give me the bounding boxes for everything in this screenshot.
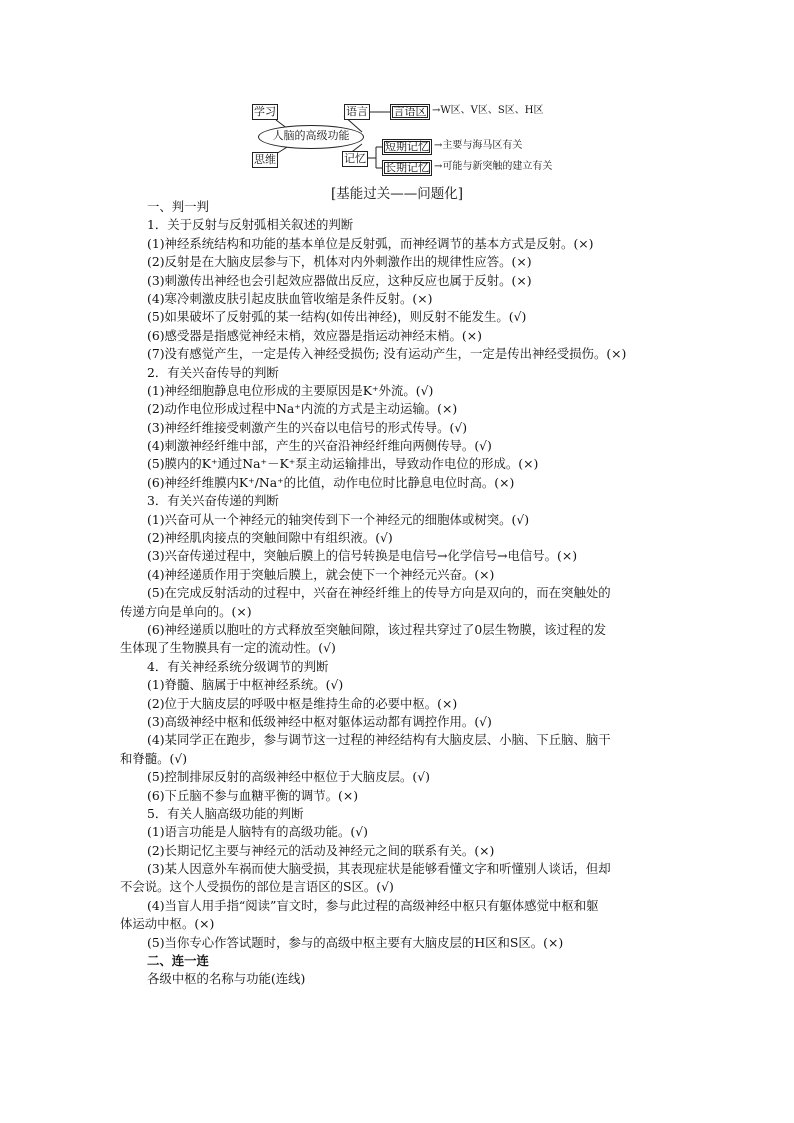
text-line: (4)某同学正在跑步，参与调节这一过程的神经结构有大脑皮层、小脑、下丘脑、脑干 xyxy=(147,732,611,748)
text-line: (5)当你专心作答试题时，参与的高级中枢主要有大脑皮层的H区和S区。(×) xyxy=(147,934,564,950)
text-line: 不会说。这个人受损伤的部位是言语区的S区。(√) xyxy=(120,879,394,895)
text-line: (2)位于大脑皮层的呼吸中枢是维持生命的必要中枢。(×) xyxy=(147,695,458,711)
text-line: 一、判一判 xyxy=(147,199,209,214)
text-line: 生体现了生物膜具有一定的流动性。(√) xyxy=(120,640,336,656)
language-area-box: 言语区 xyxy=(390,104,430,120)
learn-box: 学习 xyxy=(254,105,276,118)
question-list xyxy=(120,198,680,989)
short-memory-box: 短期记忆 xyxy=(382,139,432,155)
short-memory-text: →主要与海马区有关 xyxy=(434,140,523,151)
text-line: 二、连一连 xyxy=(147,953,209,969)
text-line: (4)寒冷刺激皮肤引起皮肤血管收缩是条件反射。(×) xyxy=(147,290,433,306)
text-line: (5)控制排尿反射的高级神经中枢位于大脑皮层。(√) xyxy=(147,769,430,785)
language-box: 语言 xyxy=(346,105,368,118)
concept-map xyxy=(252,102,572,176)
text-line: (5)在完成反射活动的过程中，兴奋在神经纤维上的传导方向是双向的，而在突触处的 xyxy=(147,585,611,601)
text-line: (5)膜内的K⁺通过Na⁺－K⁺泵主动运输排出，导致动作电位的形成。(×) xyxy=(147,456,539,472)
text-line: (2)神经肌肉接点的突触间隙中有组织液。(√) xyxy=(147,530,393,546)
text-line: (2)动作电位形成过程中Na⁺内流的方式是主动运输。(×) xyxy=(147,401,458,417)
text-line: (7)没有感觉产生，一定是传入神经受损伤; 没有运动产生，一定是传出神经受损伤。(×) xyxy=(147,346,627,362)
text-line: (6)下丘脑不参与血糖平衡的调节。(×) xyxy=(147,787,359,803)
text-line: (6)感受器是指感觉神经末梢，效应器是指运动神经末梢。(×) xyxy=(147,327,482,343)
language-areas-text: →W区、V区、S区、H区 xyxy=(432,105,544,116)
text-line: 2．有关兴奋传导的判断 xyxy=(147,364,279,380)
memory-box: 记忆 xyxy=(344,152,366,165)
text-line: 和脊髓。(√) xyxy=(120,750,188,766)
text-line: 1．关于反射与反射弧相关叙述的判断 xyxy=(147,217,354,233)
text-line: 体运动中枢。(×) xyxy=(120,916,215,932)
long-memory-box: 长期记忆 xyxy=(382,160,432,176)
text-line: 传递方向是单向的。(×) xyxy=(120,603,252,619)
think-box: 思维 xyxy=(254,153,276,166)
text-line: (1)兴奋可从一个神经元的轴突传到下一个神经元的细胞体或树突。(√) xyxy=(147,511,530,527)
text-line: (1)脊髓、脑属于中枢神经系统。(√) xyxy=(147,677,344,693)
text-line: (6)神经递质以胞吐的方式释放至突触间隙，该过程共穿过了0层生物膜，该过程的发 xyxy=(147,621,607,637)
section-caption: [基能过关——问题化] xyxy=(330,186,464,202)
text-line: (3)某人因意外车祸而使大脑受损，其表现症状是能够看懂文字和听懂别人谈话，但却 xyxy=(147,861,611,877)
text-line: (2)反射是在大脑皮层参与下，机体对内外刺激作出的规律性应答。(×) xyxy=(147,254,532,270)
text-line: 4．有关神经系统分级调节的判断 xyxy=(147,658,329,674)
text-line: 5．有关人脑高级功能的判断 xyxy=(147,805,304,821)
text-line: (1)语言功能是人脑特有的高级功能。(√) xyxy=(147,824,368,840)
text-line: (3)高级神经中枢和低级神经中枢对躯体运动都有调控作用。(√) xyxy=(147,713,492,729)
text-line: (1)神经细胞静息电位形成的主要原因是K⁺外流。(√) xyxy=(147,382,434,398)
text-line: (3)刺激传出神经也会引起效应器做出反应，这种反应也属于反射。(×) xyxy=(147,272,532,288)
text-line: (4)刺激神经纤维中部，产生的兴奋沿神经纤维向两侧传导。(√) xyxy=(147,438,492,454)
text-line: (3)兴奋传递过程中，突触后膜上的信号转换是电信号→化学信号→电信号。(×) xyxy=(147,548,578,564)
text-line: (6)神经纤维膜内K⁺/Na⁺的比值，动作电位时比静息电位时高。(×) xyxy=(147,474,515,490)
text-line: (4)当盲人用手指“阅读”盲文时，参与此过程的高级神经中枢只有躯体感觉中枢和躯 xyxy=(147,897,599,913)
text-line: 3．有关兴奋传递的判断 xyxy=(147,493,279,509)
text-line: (5)如果破坏了反射弧的某一结构(如传出神经)，则反射不能发生。(√) xyxy=(147,309,527,325)
long-memory-text: →可能与新突触的建立有关 xyxy=(434,161,553,172)
text-line: (1)神经系统结构和功能的基本单位是反射弧，而神经调节的基本方式是反射。(×) xyxy=(147,235,594,251)
text-line: (2)长期记忆主要与神经元的活动及神经元之间的联系有关。(×) xyxy=(147,842,495,858)
text-line: (4)神经递质作用于突触后膜上，就会使下一个神经元兴奋。(×) xyxy=(147,566,495,582)
text-line: (3)神经纤维接受刺激产生的兴奋以电信号的形式传导。(√) xyxy=(147,419,468,435)
text-line: 各级中枢的名称与功能(连线) xyxy=(147,971,306,987)
center-ellipse: 人脑的高级功能 xyxy=(258,125,364,149)
